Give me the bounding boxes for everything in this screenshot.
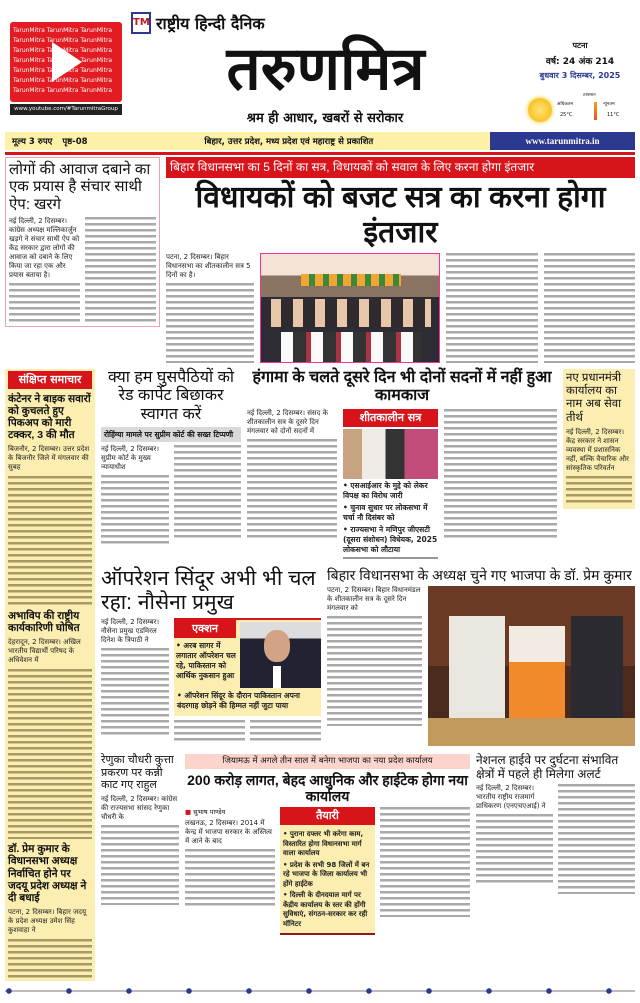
divider: [5, 152, 635, 155]
body-text: [174, 445, 242, 540]
page-body: [5, 157, 635, 995]
dateline: नई दिल्ली, 2 दिसम्बर। कांग्रेस की राज्यसभा सांसद रेणुका चौधरी के: [101, 794, 178, 821]
website-link[interactable]: www.tarunmitra.in: [490, 132, 635, 150]
rohingya-subhead: रोहिंग्या मामले पर सुप्रीम कोर्ट की सख्त टिप्पणी: [101, 427, 241, 442]
body-text: [8, 939, 92, 979]
highway-headline: नेशनल हाईवे पर दुर्घटना संभावित क्षेत्रों में पहले ही मिलेगा अलर्ट: [476, 752, 619, 781]
max-temp: 25°C: [560, 112, 573, 118]
speaker-headline: बिहार विधानसभा के अध्यक्ष चुने गए भाजपा के डॉ. प्रेम कुमार: [327, 566, 632, 583]
story-parliament: [247, 369, 557, 559]
winter-session-box: [343, 409, 438, 559]
body-text: [566, 476, 632, 506]
action-box: [174, 618, 321, 716]
brief-headline-2: अभाविप की राष्ट्रीय कार्यकारिणी घोषित: [8, 610, 80, 635]
bjp-office-headline: 200 करोड़ लागत, बेहद आधुनिक और हाईटेक होगा नया कार्यालय: [187, 771, 468, 804]
headline: लोगों की आवाज दबाने का एक प्रयास है संचार साथी ऐप: खरगे: [9, 161, 151, 213]
dateline: पटना, 2 दिसम्बर। बिहार विधानमंडल के शीतकालीन सत्र के दूसरे दिन मंगलवार को: [327, 585, 421, 612]
body-text: [185, 849, 275, 909]
max-temp-label: अधिकतम: [557, 102, 574, 107]
min-temp-label: न्यूनतम: [603, 102, 615, 107]
dateline: नई दिल्ली, 2 दिसम्बर। कांग्रेस अध्यक्ष मल्लिकार्जुन खड़गे ने संचार साथी ऐप को केंद्र सरकार द्वारा लोगों की आवाज को दबाने के लिए किया जा रहा एक और प्रयास बताया है।: [9, 216, 80, 279]
assembly-group-photo: [260, 253, 440, 363]
dateline: नई दिल्ली, 2 दिसम्बर। नौसेना प्रमुख एडमिरल दिनेश के त्रिपाठी ने: [101, 618, 159, 645]
brief-headline-3: डॉ. प्रेम कुमार के विधानसभा अध्यक्ष निर्वाचित होने पर जदयू प्रदेश अध्यक्ष ने दी बधाई: [8, 843, 87, 904]
story-highway: [476, 754, 635, 895]
opposition-protest-photo: [343, 429, 438, 479]
youtube-tile[interactable]: [10, 22, 122, 102]
body-text: [101, 475, 169, 545]
body-text: [101, 648, 169, 738]
youtube-promo[interactable]: [10, 22, 122, 116]
body-text: [444, 409, 557, 539]
bullet-point: • ऑपरेशन सिंदूर के दौरान पाकिस्तान अपना बंदरगाह छोड़ने की हिम्मत नहीं जुटा पाया: [177, 691, 300, 711]
issue-date: बुधवार 3 दिसम्बर, 2025: [539, 71, 621, 80]
bullet-point: • अरब सागर में लगातार ऑपरेशन चल रहे, पाकिस्तान को आर्थिक नुकसान हुआ: [176, 641, 236, 681]
body-text: [558, 784, 635, 894]
thermometer-icon: [594, 102, 597, 120]
body-text: [8, 476, 92, 606]
box-label: एक्शन: [174, 620, 236, 638]
renuka-headline: रेणुका चौधरी कुत्ता प्रकरण पर कन्नी काट गए राहुल: [101, 753, 174, 792]
body-text: [101, 825, 179, 905]
dateline: बिजनौर, 2 दिसम्बर। उत्तर प्रदेश के बिजनौर जिले में मंगलवार की सुबह: [8, 445, 90, 472]
lead-headline: विधायकों को बजट सत्र का करना होगा इंतजार: [195, 181, 606, 249]
volume-issue: वर्ष: 24 अंक 214: [545, 57, 615, 67]
bullet-point: • एसआईआर के मुद्दे को लेकर विपक्ष का विरोध जारी: [343, 480, 428, 500]
body-text: [380, 807, 470, 917]
pmo-box: [563, 369, 635, 509]
body-text: [8, 669, 92, 839]
lead-story: [166, 157, 635, 363]
tile-text: TarunMitra TarunMitra TarunMitra: [13, 87, 113, 94]
headline: नए प्रधानमंत्री कार्यालय का नाम अब सेवा तीर्थ: [566, 372, 622, 424]
byline: ■ सुभाष पाण्डेय: [185, 808, 226, 817]
bullet-point: • प्रदेश के सभी 98 जिलों में बन रहे भाजपा के जिला कार्यालय भी होंगे हाईटेक: [283, 860, 370, 888]
story-rohingya: [101, 369, 241, 545]
tile-text: TarunMitra TarunMitra TarunMitra: [13, 37, 113, 44]
min-temp: 11°C: [607, 112, 620, 118]
sun-icon: [528, 98, 552, 122]
story-renuka: [101, 754, 179, 905]
story-bjp-office: [185, 754, 470, 935]
box-label: शीतकालीन सत्र: [343, 409, 438, 427]
body-text: [476, 814, 553, 884]
page-number: पृष्ठ-08: [62, 136, 88, 147]
dateline: नई दिल्ली, 2 दिसम्बर। संसद के शीतकालीन सत्र के दूसरे दिन मंगलवार को दोनों सदनों में: [247, 408, 328, 435]
dateline: नई दिल्ली, 2 दिसम्बर। भारतीय राष्ट्रीय राजमार्ग प्राधिकरण (एनएचएआई) ने: [476, 784, 546, 811]
bullet-point: • चुनाव सुधार पर लोकसभा में चर्चा नौ दिसंबर को: [343, 502, 428, 522]
speaker-photo: [428, 586, 635, 746]
story-kharge: [5, 157, 160, 327]
published-from: बिहार, उत्तर प्रदेश, मध्य प्रदेश एवं महाराष्ट्र से प्रकाशित: [204, 136, 374, 147]
box-label: तैयारी: [280, 807, 375, 825]
tile-text: TarunMitra TarunMitra TarunMitra: [13, 47, 113, 54]
body-text: [446, 253, 538, 363]
story-navy: [101, 567, 321, 744]
brief-headline-1: कंटेनर ने बाइक सवारों को कुचलते हुए पिकअप को मारी टक्कर, 3 की मौत: [8, 393, 91, 442]
byline-name: सुभाष पाण्डेय: [193, 808, 226, 817]
price: मूल्य 3 रुपए: [12, 136, 53, 147]
body-text: [85, 217, 156, 322]
navy-headline: ऑपरेशन सिंदूर अभी भी चल रहा: नौसेना प्रमुख: [101, 566, 316, 614]
dateline: लखनऊ, 2 दिसम्बर। 2014 में केन्द्र में भाजपा सरकार के अस्तित्व में आने के बाद: [185, 819, 272, 846]
body-text: [327, 616, 422, 726]
newspaper-title: तरुणमित्र: [226, 35, 425, 102]
body-text: [544, 253, 636, 363]
dateline: पटना, 2 दिसम्बर। बिहार विधानसभा का शीतकालीन सत्र 5 दिनों का है।: [166, 253, 251, 279]
bjp-office-kicker: जियामऊ में अगले तीन साल में बनेगा भाजपा का नया प्रदेश कार्यालय: [185, 754, 470, 769]
preparation-box: [280, 807, 375, 935]
brief-column: [5, 369, 95, 981]
body-text: [250, 720, 321, 744]
brief-label: संक्षिप्त समाचार: [8, 371, 92, 389]
tile-text: TarunMitra TarunMitra TarunMitra: [13, 27, 113, 34]
dateline: देहरादून, 2 दिसम्बर। अखिल भारतीय विद्यार्थी परिषद के अधिवेशन में: [8, 638, 81, 665]
story-speaker: [327, 567, 635, 746]
color-registration-bar: [5, 987, 635, 995]
parliament-headline: हंगामा के चलते दूसरे दिन भी दोनों सदनों में नहीं हुआ कामकाज: [252, 369, 552, 405]
tile-text: TarunMitra TarunMitra TarunMitra: [13, 67, 113, 74]
logo-mark: TM: [131, 12, 151, 34]
play-icon[interactable]: [52, 42, 82, 82]
temperature-label: तापमान: [583, 93, 596, 98]
body-text: [174, 720, 245, 744]
slogan: श्रम ही आधार, खबरों से सरोकार: [246, 111, 404, 126]
body-text: [166, 283, 254, 363]
youtube-url[interactable]: www.youtube.com/#TarunmitraGroup: [10, 104, 122, 115]
bullet-point: • राज्यसभा ने मणिपुर जीएसटी (दूसरा संशोधन) विधेयक, 2025 लोकसभा को लौटाया: [343, 524, 438, 554]
bullet-point: • दिल्ली के दीनदयाल मार्ग पर केंद्रीय कार्यालय के स्तर की होंगी सुविधाएं, संगठन-सरकार कर रही मॉनिटर: [283, 891, 368, 928]
body-text: [247, 439, 337, 539]
body-text: [9, 283, 80, 323]
lead-kicker: बिहार विधानसभा का 5 दिनों का सत्र, विधायकों को सवाल के लिए करना होगा इंतजार: [166, 157, 635, 178]
tagline-top: राष्ट्रीय हिन्दी दैनिक: [156, 14, 265, 33]
city: पटना: [572, 41, 588, 50]
dateline: नई दिल्ली, 2 दिसम्बर। केंद्र सरकार ने शासन व्यवस्था में प्रशासनिक नहीं, बल्कि वैचारिक और सांस्कृतिक परिवर्तन: [566, 427, 629, 472]
rohingya-headline: क्या हम घुसपैठियों को रेड कार्पेट बिछाकर स्वागत करें: [107, 369, 235, 423]
bullet-point: • पुराना दफ्तर भी करेगा काम, विस्तारित होगा विधानसभा मार्ग वाला कार्यालय: [283, 830, 364, 858]
dateline: पटना, 2 दिसम्बर। बिहार जदयू के प्रदेश अध्यक्ष उमेश सिंह कुशवाहा ने: [8, 907, 87, 934]
navy-chief-photo: [240, 622, 321, 688]
info-strip: [5, 132, 635, 150]
dateline: नई दिल्ली, 2 दिसम्बर। सुप्रीम कोर्ट के मुख्य न्यायाधीश: [101, 445, 159, 472]
tile-text: TarunMitra TarunMitra TarunMitra: [13, 57, 113, 64]
tile-text: TarunMitra TarunMitra TarunMitra: [13, 77, 113, 84]
